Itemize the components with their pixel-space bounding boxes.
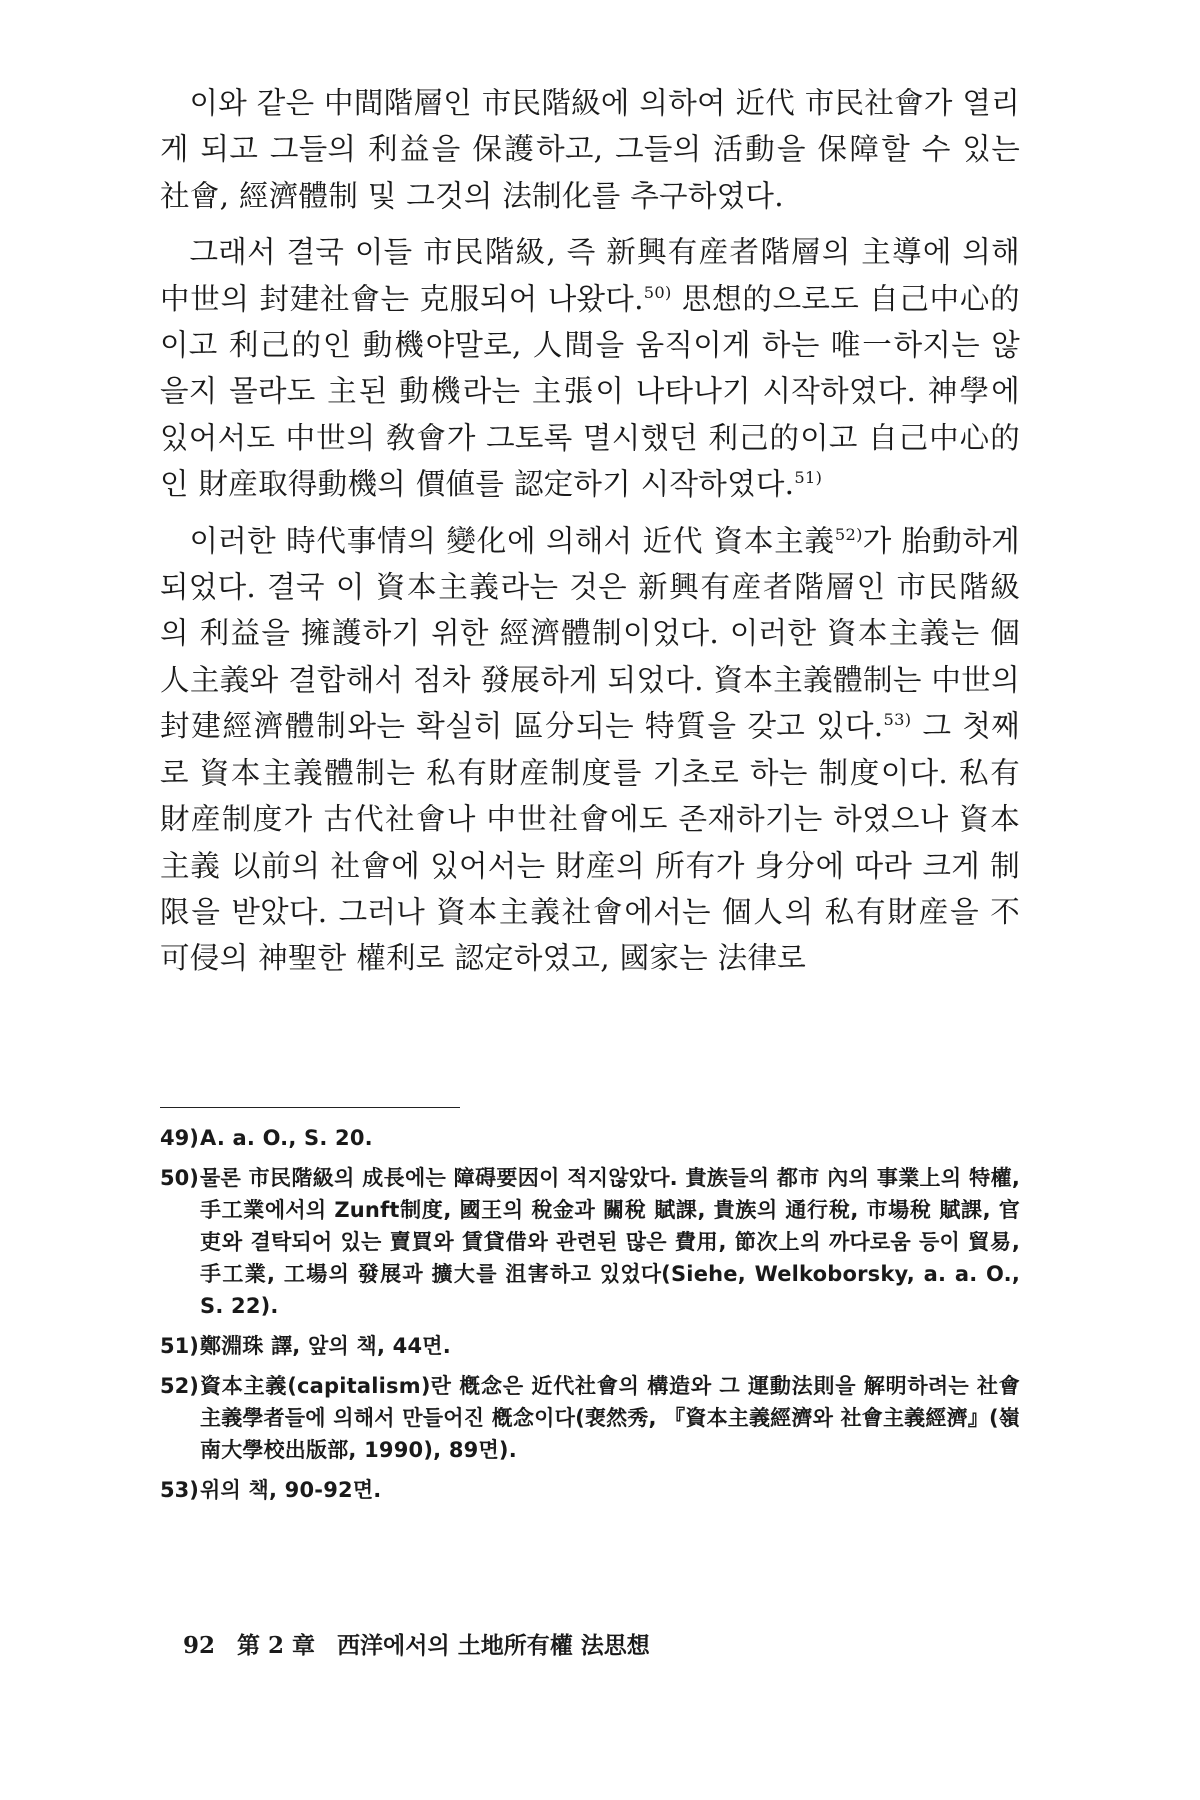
footnote-ref-51[interactable]: 51) (794, 468, 823, 488)
footnote-text: A. a. O., S. 20. (200, 1126, 373, 1150)
footnote-text: 물론 市民階級의 成長에는 障碍要因이 적지않았다. 貴族들의 都市 內의 事業上의 特權, 手工業에서의 Zunft制度, 國王의 稅金과 關稅 賦課, 貴族의 通行稅, 市場稅 賦課, 官吏와 결탁되어 있는 賣買와 賃貸借와 관련된 많은 費用, 節次上의 까다로움 등이 貿易, 手工業, 工場의 發展과 擴大를 沮害하고 있었다(Siehe, Welkoborsky, a. a. O., S. 22). (200, 1166, 1020, 1318)
footnote-49 (160, 1122, 1020, 1154)
footnote-ref-53[interactable]: 53) (883, 710, 912, 730)
footnote-50 (160, 1162, 1020, 1322)
footnote-53 (160, 1474, 1020, 1506)
footnote-text: 資本主義(capitalism)란 槪念은 近代社會의 構造와 그 運動法則을 解明하려는 社會主義學者들에 의해서 만들어진 槪念이다(裵然秀, 『資本主義經濟와 社會主義經濟』(嶺南大學校出版部, 1990), 89면). (200, 1374, 1020, 1462)
chapter-title: 西洋에서의 土地所有權 法思想 (337, 1632, 650, 1659)
running-footer (183, 1627, 672, 1660)
chapter-label: 第 2 章 (237, 1632, 316, 1659)
footnote-ref-52[interactable]: 52) (834, 524, 863, 544)
footnote-number: 51) (160, 1334, 199, 1358)
footnote-number: 49) (160, 1126, 199, 1150)
footnote-text: 鄭淵珠 譯, 앞의 책, 44면. (200, 1334, 451, 1358)
footnote-52 (160, 1370, 1020, 1466)
paragraph-1: 이와 같은 中間階層인 市民階級에 의하여 近代 市民社會가 열리게 되고 그들의 利益을 保護하고, 그들의 活動을 保障할 수 있는 社會, 經濟體制 및 그것의 法制化를 추구하였다. (160, 86, 1021, 213)
footnote-divider (160, 1107, 460, 1108)
footnote-number: 50) (160, 1166, 199, 1190)
footnote-51 (160, 1330, 1020, 1362)
footnote-text: 위의 책, 90-92면. (200, 1478, 382, 1502)
footnote-ref-50[interactable]: 50) (643, 282, 672, 302)
paragraph-2: 그래서 결국 이들 市民階級, 즉 新興有産者階層의 主導에 의해 中世의 封建社會는 克服되어 나왔다.$^{50)}$ 思想的으로도 自己中心的이고 利己的인 動機야말로, 人間을 움직이게 하는 唯一하지는 않을지 몰라도 主된 動機라는 主張이 나타나기 시작하였다. 神學에 있어서도 中世의 敎會가 그토록 멸시했던 利己的이고 自己中心的인 財産取得動機의 價値를 認定하기 시작하였다.$^{51)}$ (160, 235, 1020, 502)
body-text (160, 80, 1020, 982)
footnotes (160, 1122, 1020, 1514)
footnote-number: 53) (160, 1478, 199, 1502)
footnote-number: 52) (160, 1374, 199, 1398)
page-number: 92 (183, 1632, 216, 1659)
paragraph-3: 이러한 時代事情의 變化에 의해서 近代 資本主義$^{52)}$가 胎動하게 되었다. 결국 이 資本主義라는 것은 新興有産者階層인 市民階級의 利益을 擁護하기 위한 經濟體制이었다. 이러한 資本主義는 個人主義와 결합해서 점차 發展하게 되었다. 資本主義體制는 中世의 封建經濟體制와는 확실히 區分되는 特質을 갖고 있다.$^{53)}$ 그 첫째로 資本主義體制는 私有財産制度를 기초로 하는 制度이다. 私有財産制度가 古代社會나 中世社會에도 존재하기는 하였으나 資本主義 以前의 社會에 있어서는 財産의 所有가 身分에 따라 크게 制限을 받았다. 그러나 資本主義社會에서는 個人의 私有財産을 不可侵의 神聖한 權利로 認定하였고, 國家는 法律로 (160, 523, 1020, 976)
